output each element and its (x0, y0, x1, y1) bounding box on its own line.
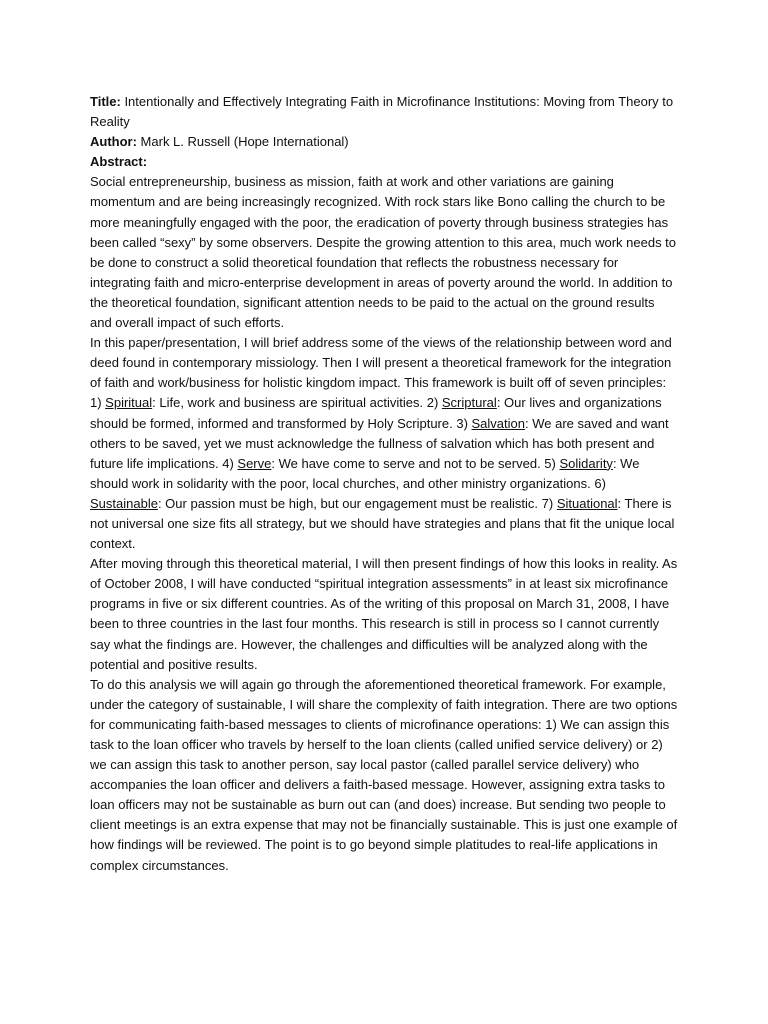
principle-serve: Serve (237, 455, 272, 471)
title-label: Title: (90, 94, 121, 109)
principle-scriptural-text: : Our lives and organizations should be formed, informed and transformed by Holy Scripture. 3) (90, 395, 662, 431)
principle-sustainable: Sustainable (90, 495, 158, 511)
abstract-heading (90, 152, 678, 172)
author-label: Author: (90, 134, 137, 150)
principle-sustainable-text: : Our passion must be high, but our engagement must be realistic. 7) (157, 495, 557, 511)
principle-scriptural: Scriptural (441, 395, 497, 411)
author-text: Mark L. Russell (Hope International) (136, 134, 349, 150)
principle-salvation: Salvation (471, 415, 525, 431)
abstract-label: Abstract: (90, 154, 148, 170)
principle-situational: Situational (556, 495, 618, 511)
title-text: Intentionally and Effectively Integrating Faith in Microfinance Institutions: Moving from Theory to Reality (90, 94, 674, 130)
principle-serve-text: : We have come to serve and not to be served. 5) (271, 455, 560, 471)
author-line (90, 132, 678, 152)
principle-salvation-text: : We are saved and want others to be saved, yet we must acknowledge the fullness of salvation which has both present and future life implications. 4) (90, 415, 669, 471)
paragraph-2-intro: In this paper/presentation, I will brief address some of the views of the relationship between word and deed found in contemporary missiology. Then I will present a theoretical framework for the integration of faith and work/business for holistic kingdom impact. This framework is built off of seven principles: 1) (90, 335, 672, 411)
title-line (90, 92, 678, 132)
abstract-paragraph-2 (90, 333, 678, 554)
principle-spiritual-text: : Life, work and business are spiritual activities. 2) (152, 395, 442, 411)
abstract-paragraph-3: After moving through this theoretical material, I will then present findings of how this looks in reality. As of October 2008, I will have conducted “spiritual integration assessments” in at least six microfinance programs in five or six different countries. As of the writing of this proposal on March 31, 2008, I have been to three countries in the last four months. This research is still in process so I cannot currently say what the findings are. However, the challenges and difficulties will be analyzed along with the potential and positive results. (90, 556, 678, 672)
abstract-paragraph-4: To do this analysis we will again go through the aforementioned theoretical framework. For example, under the category of sustainable, I will share the complexity of faith integration. There are two options for communicating faith-based messages to clients of microfinance operations: 1) We can assign this task to the loan officer who travels by herself to the loan clients (called unified service delivery) or 2) we can assign this task to another person, say local pastor (called parallel service delivery) who accompanies the loan officer and delivers a faith-based message. However, assigning extra tasks to loan officers may not be sustainable as burn out can (and does) increase. But sending two people to client meetings is an extra expense that may not be financially sustainable. This is just one example of how findings will be reviewed. The point is to go beyond simple platitudes to real-life applications in complex circumstances. (90, 676, 678, 873)
principle-situational-text: : There is not universal one size fits all strategy, but we should have strategies and plans that fit the unique local context. (90, 495, 675, 552)
principle-solidarity-text: : We should work in solidarity with the poor, local churches, and other ministry organizations. 6) (90, 455, 640, 491)
principle-spiritual: Spiritual (105, 395, 153, 411)
abstract-paragraph-1: Social entrepreneurship, business as mission, faith at work and other variations are gaining momentum and are being increasingly recognized. With rock stars like Bono calling the church to be more meaningfully engaged with the poor, the eradication of poverty through business strategies has been called “sexy” by some observers. Despite the growing attention to this area, much work needs to be done to construct a solid theoretical foundation that reflects the robustness necessary for integrating faith and micro-enterprise development in areas of poverty around the world. In addition to the theoretical foundation, significant attention needs to be paid to the actual on the ground results and overall impact of such efforts. (90, 174, 677, 331)
principle-solidarity: Solidarity (559, 455, 613, 471)
